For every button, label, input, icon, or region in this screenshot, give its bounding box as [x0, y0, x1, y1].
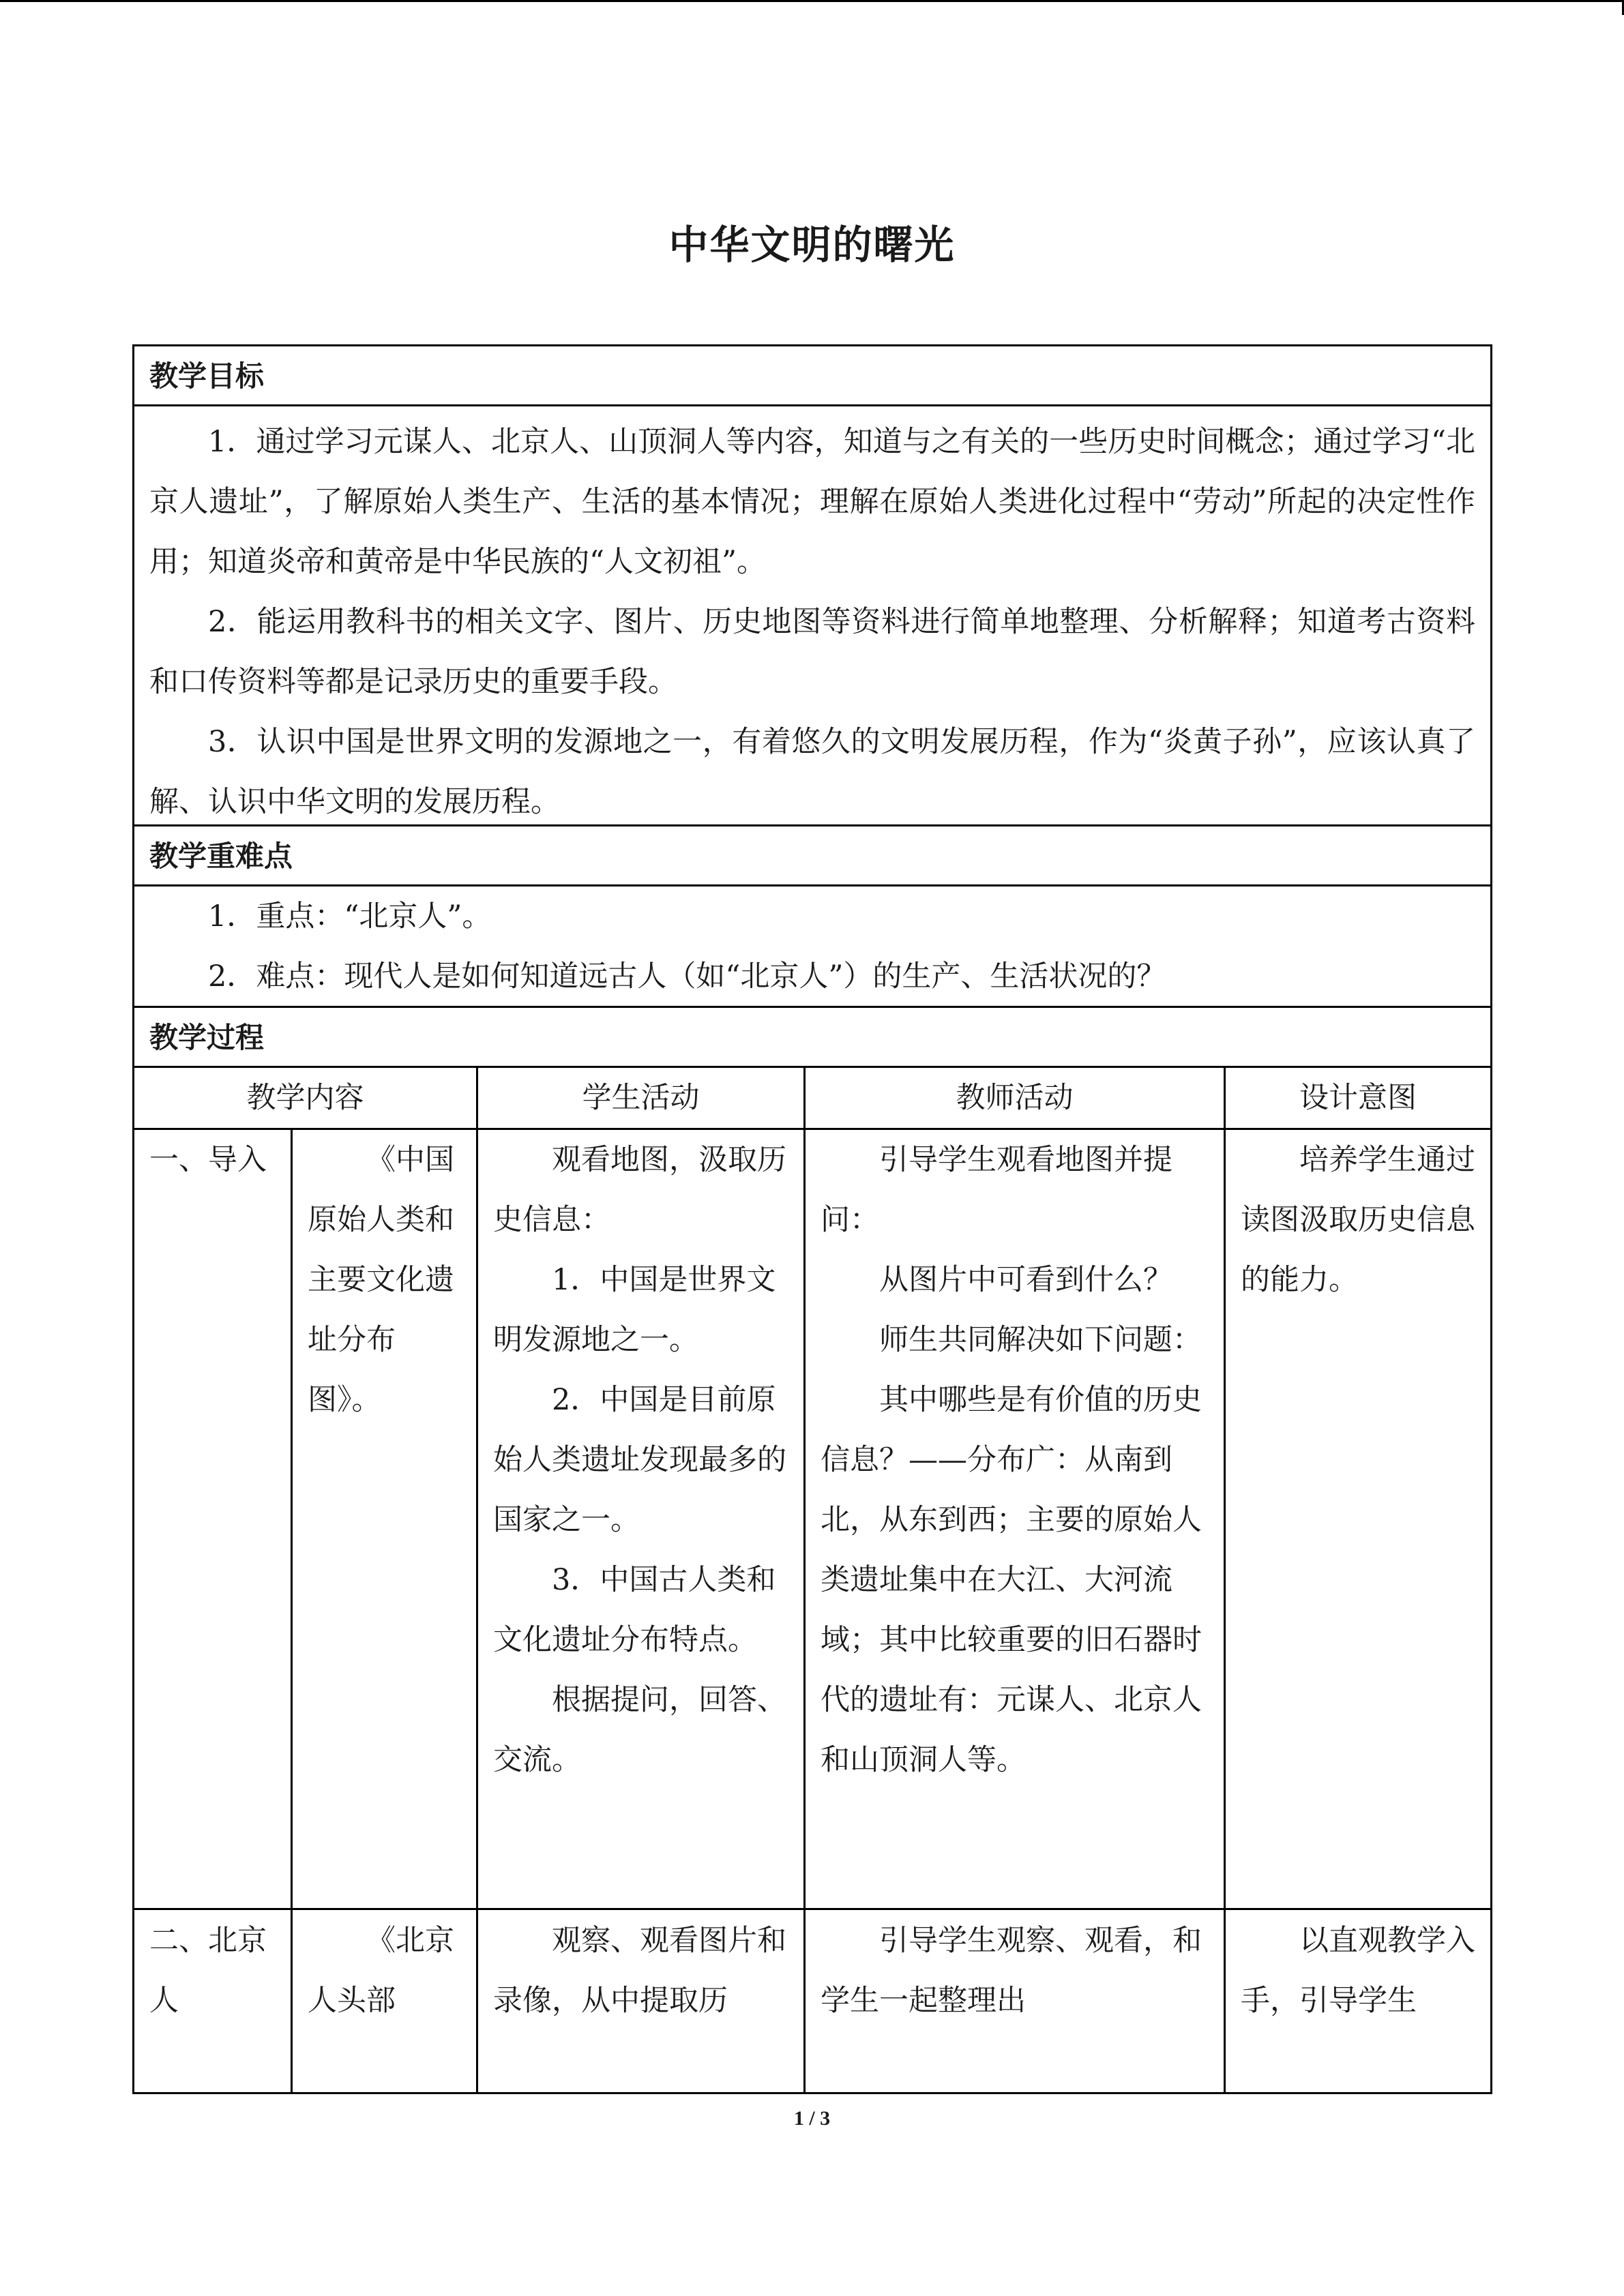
column-header-student: 学生活动: [582, 1081, 700, 1115]
page-title: 中华文明的曙光: [668, 222, 956, 268]
keypoints-body: [134, 886, 1490, 1008]
table-row-1-student: 观看地图，汲取历史信息： 1．中国是世界文明发源地之一。 2．中国是目前原始人类遗址发现最多的国家之一。 3．中国古人类和文化遗址分布特点。 根据提问，回答、交流。: [493, 1143, 786, 1777]
table-row-2-intent: 以直观教学入手，引导学生: [1241, 1924, 1475, 2018]
top-border: [0, 0, 1624, 2]
column-header-teacher: 教师活动: [956, 1081, 1074, 1115]
keypoint-item-2: 2．难点：现代人是如何知道远古人（如“北京人”）的生产、生活状况的？: [208, 959, 1166, 994]
page-number: 1 / 3: [793, 2107, 831, 2130]
objectives-body: [134, 406, 1490, 826]
table-row-2-content: 《北京人头部: [308, 1924, 454, 2018]
table-row-2-student: 观察、观看图片和录像，从中提取历: [493, 1924, 786, 2018]
process-header-row: [134, 1008, 1490, 1068]
table-row-1-intent: 培养学生通过读图汲取历史信息的能力。: [1241, 1143, 1475, 1297]
objectives-header-row: [134, 346, 1490, 406]
objective-item-3: 3．认识中国是世界文明的发源地之一，有着悠久的文明发展历程，作为“炎黄子孙”，应该认真了解、认识中华文明的发展历程。: [149, 725, 1475, 819]
keypoints-header-row: [134, 826, 1490, 886]
objective-item-2: 2．能运用教科书的相关文字、图片、历史地图等资料进行简单地整理、分析解释；知道考古资料和口传资料等都是记录历史的重要手段。: [149, 605, 1475, 699]
column-header-intent: 设计意图: [1299, 1081, 1417, 1115]
table-row-1-teacher: 引导学生观看地图并提问： 从图片中可看到什么？ 师生共同解决如下问题： 其中哪些是有价值的历史信息？——分布广：从南到北，从东到西；主要的原始人类遗址集中在大江、大河流域；其中比较重要的旧石器时代的遗址有：元谋人、北京人和山顶洞人等。: [821, 1143, 1202, 1777]
column-header-content: 教学内容: [246, 1081, 364, 1115]
table-row-2-section: 二、北京人: [149, 1924, 267, 2018]
objective-item-1: 1．通过学习元谋人、北京人、山顶洞人等内容，知道与之有关的一些历史时间概念；通过学习“北京人遗址”，了解原始人类生产、生活的基本情况；理解在原始人类进化过程中“劳动”所起的决定性作用；知道炎帝和黄帝是中华民族的“人文初祖”。: [149, 425, 1475, 579]
table-row-2-teacher: 引导学生观察、观看，和学生一起整理出: [821, 1924, 1202, 2018]
table-row-1-content: 《中国原始人类和主要文化遗址分布图》。: [308, 1143, 454, 1417]
objectives-header: 教学目标: [149, 359, 265, 393]
keypoint-item-1: 1．重点：“北京人”。: [208, 899, 492, 934]
table-row-1-section: 一、导入: [149, 1143, 267, 1177]
lesson-plan-table: [132, 344, 1492, 2094]
process-table: [134, 1068, 1490, 2092]
divider: [134, 1908, 1490, 1910]
process-header: 教学过程: [149, 1021, 265, 1054]
keypoints-header: 教学重难点: [149, 839, 293, 873]
